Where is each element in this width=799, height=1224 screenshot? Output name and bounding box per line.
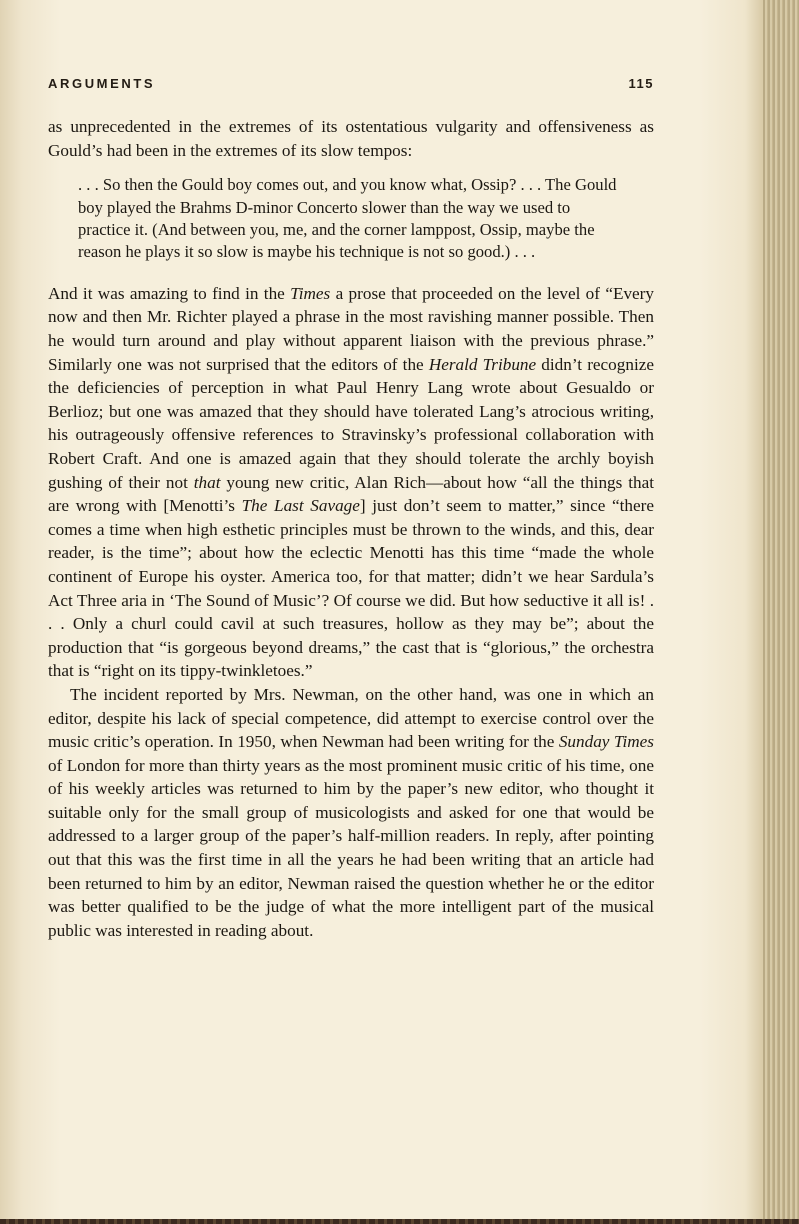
p3-text-b: of London for more than thirty years as the most prominent music critic of his time, one of his weekly articles was returned to him by the paper’s new editor, who thought it suitable only for the small group of musicologists and asked for one that would be addressed to a larger group of the paper’s half-million readers. In reply, after pointing out that this was the first time in all the years he had been writing that an article had been returned to him by an editor, Newman raised the question whether he or the editor was better qualified to be the judge of what the more intelligent part of the musical public was interested in reading about. <box>48 755 654 940</box>
p2-text-b: a prose that proceeded on the level of “Every now and then Mr. Richter played a phrase in the most ravishing manner possible. Then he would turn around and play without apparent liaison with the previous phrase.” Similarly one was not surprised that the editors of the <box>48 283 654 374</box>
italic-times: Times <box>290 283 331 303</box>
italic-herald-tribune: Herald Tribune <box>428 354 537 374</box>
bottom-border <box>0 1219 799 1224</box>
italic-last-savage: The Last Savage <box>241 496 360 516</box>
p2-text-a: And it was amazing to find in the <box>48 283 291 303</box>
page-edge <box>763 0 799 1224</box>
page-number: 115 <box>628 76 654 91</box>
p2-text-d: young new critic, Alan Rich—about how “all the things that are wrong with [Menotti’s <box>48 472 654 516</box>
p2-text-e: ] just don’t seem to matter,” since “there comes a time when high esthetic principles must be thrown to the winds, and this, dear reader, is the time”; about how the eclectic Menotti has this time “made the whole continent of Europe his oyster. America too, for that matter; didn’t we hear Sardula’s Act Three aria in ‘The Sound of Music’? Of course we did. But how seductive it all is! . . . Only a churl could cavil at such treasures, hollow as they may be”; about the production that “is gorgeous beyond dreams,” the cast that is “glorious,” the orchestra that is “right on its tippy-twinkletoes.” <box>48 496 655 681</box>
italic-sunday-times: Sunday Times <box>558 732 654 752</box>
running-title: ARGUMENTS <box>48 76 156 91</box>
p2-text-c: didn’t recognize the deficiencies of perception in what Paul Henry Lang wrote about Gesualdo or Berlioz; but one was amazed that they should have tolerated Lang’s atrocious writing, his outrageously offensive references to Stravinsky’s professional collaboration with Robert Craft. And one is amazed again that they should tolerate the archly boyish gushing of their not <box>48 354 654 492</box>
paragraph-2 <box>48 282 654 683</box>
paragraph-3 <box>48 683 654 943</box>
italic-that: that <box>193 472 221 492</box>
running-header <box>48 76 654 91</box>
p3-text-a: The incident reported by Mrs. Newman, on the other hand, was one in which an editor, despite his lack of special competence, did attempt to exercise control over the music critic’s operation. In 1950, when Newman had been writing for the <box>48 684 654 752</box>
paragraph-1: as unprecedented in the extremes of its ostentatious vulgarity and offensiveness as Gould’s had been in the extremes of its slow tempos: <box>48 117 654 160</box>
block-quote: . . . So then the Gould boy comes out, and you know what, Ossip? . . . The Gould boy played the Brahms D-minor Concerto slower than the way we used to practice it. (And between you, me, and the corner lamppost, Ossip, maybe the reason he plays it so slow is maybe his technique is not so good.) . . . <box>78 175 617 262</box>
page-text <box>48 115 654 942</box>
